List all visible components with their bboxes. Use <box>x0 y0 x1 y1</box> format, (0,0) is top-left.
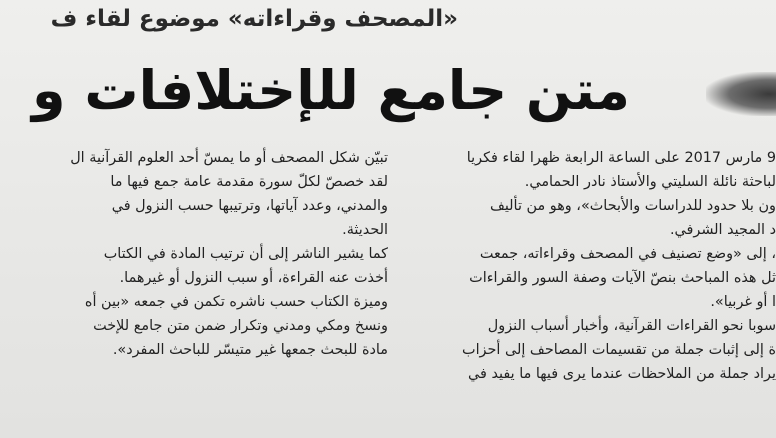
article-column-right <box>402 146 776 438</box>
text-line: الحديثة. <box>342 222 388 238</box>
text-line: ا أو غربيا». <box>710 294 776 310</box>
article-column-left <box>0 146 388 438</box>
article-subheadline: «المصحف وقراءاته» موضوع لقاء ف <box>50 6 458 32</box>
text-line: تبيّن شكل المصحف أو ما يمسّ أحد العلوم القرآنية ال <box>70 150 388 166</box>
photo-edge <box>706 72 776 116</box>
text-line: ة إلى إثبات جملة من تقسيمات المصاحف إلى أحزاب <box>462 342 776 358</box>
text-line: يراد جملة من الملاحظات عندما يرى فيها ما يفيد في <box>468 366 776 382</box>
text-line: والمدني، وعدد آياتها، وترتيبها حسب النزول في <box>111 198 388 214</box>
text-line: ثل هذه المباحث بنصّ الآيات وصفة السور والقراءات <box>469 270 776 286</box>
article-headline: متن جامع للإختلافات و <box>31 59 630 122</box>
text-line: ، إلى «وضع تصنيف في المصحف وقراءاته، جمعت <box>479 246 776 262</box>
text-line: لباحثة نائلة السليتي والأستاذ نادر الحمامي. <box>524 174 776 190</box>
text-line: ونسخ ومكي ومدني وتكرار ضمن متن جامع للإخت <box>93 318 388 334</box>
text-line: ون بلا حدود للدراسات والأبحاث»، وهو من تأليف <box>489 198 776 214</box>
text-line: سوبا نحو القراءات القرآنية، وأخبار أسباب النزول <box>487 318 776 334</box>
text-line: لقد خصصّ لكلّ سورة مقدمة عامة جمع فيها ما <box>110 174 388 190</box>
text-line: أخذت عنه القراءة، أو سبب النزول أو غيرهما. <box>119 270 388 286</box>
text-line: د المجيد الشرفي. <box>669 222 776 238</box>
text-line: 9 مارس 2017 على الساعة الرابعة ظهرا لقاء فكريا <box>466 150 776 166</box>
text-line: وميزة الكتاب حسب ناشره تكمن في جمعه «بين أه <box>84 294 388 310</box>
column-gutter <box>394 146 395 438</box>
text-line: كما يشير الناشر إلى أن ترتيب المادة في الكتاب <box>103 246 388 262</box>
text-line: مادة للبحث جمعها غير متيسّر للباحث المفرد». <box>112 342 388 358</box>
